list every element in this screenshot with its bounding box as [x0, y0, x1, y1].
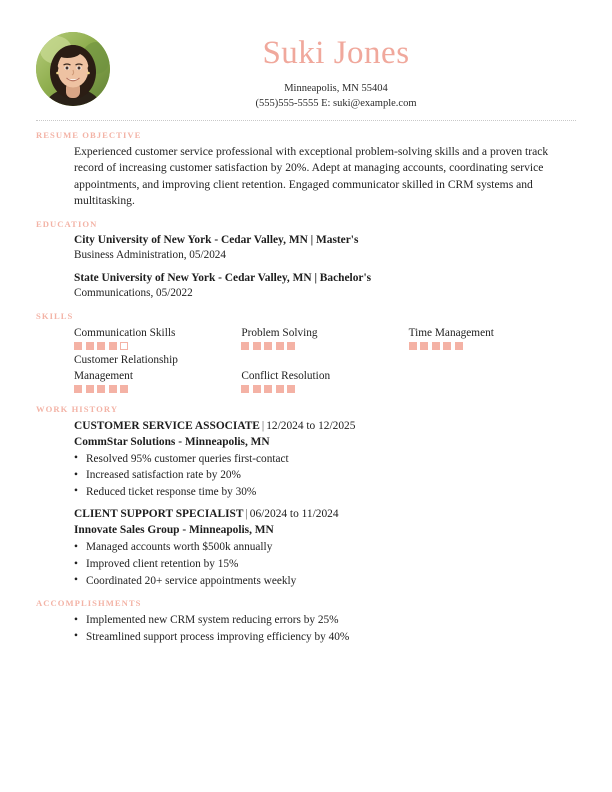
section-resume-objective	[36, 129, 576, 210]
rating-square-filled	[74, 385, 82, 393]
rating-square-filled	[241, 342, 249, 350]
job-bullets	[74, 451, 576, 501]
section-title-resume-objective: RESUME OBJECTIVE	[36, 130, 142, 140]
job-separator: |	[245, 508, 248, 521]
skill-item	[74, 352, 241, 395]
skill-rating	[241, 342, 398, 350]
contact-location: Minneapolis, MN 55404	[284, 83, 388, 94]
section-title-work-history: WORK HISTORY	[36, 403, 119, 414]
rating-square-filled	[264, 385, 272, 393]
job-title: CUSTOMER SERVICE ASSOCIATE	[74, 419, 260, 432]
skill-item-empty	[409, 352, 576, 395]
job-company: Innovate Sales Group - Minneapolis, MN	[74, 524, 274, 537]
education-detail: Business Administration, 05/2024	[74, 249, 226, 262]
skill-item	[241, 352, 408, 395]
education-entry	[74, 271, 576, 302]
job-entry	[74, 418, 576, 501]
education-school: State University of New York - Cedar Valley, MN | Bachelor's	[74, 271, 372, 284]
rating-square-filled	[455, 342, 463, 350]
contact-phone-email: (555)555-5555 E: suki@example.com	[255, 98, 417, 109]
skill-label: Problem Solving	[241, 326, 318, 339]
rating-square-filled	[109, 342, 117, 350]
rating-square-filled	[253, 385, 261, 393]
rating-square-filled	[443, 342, 451, 350]
portrait-photo-icon	[36, 32, 110, 106]
skill-label: Communication Skills	[74, 326, 176, 339]
job-company: CommStar Solutions - Minneapolis, MN	[74, 435, 270, 448]
bullet-item: • Managed accounts worth $500k annually	[74, 539, 576, 556]
section-work-history	[36, 403, 576, 590]
rating-square-filled	[241, 385, 249, 393]
skill-label: Customer Relationship Management	[74, 353, 178, 382]
skill-label-spacer	[241, 352, 398, 368]
avatar-container	[36, 30, 114, 106]
rating-square-filled	[120, 385, 128, 393]
job-title-line	[74, 418, 576, 434]
job-dates: 12/2024 to 12/2025	[266, 419, 356, 432]
rating-square-filled	[287, 342, 295, 350]
rating-square-filled	[432, 342, 440, 350]
rating-square-filled	[253, 342, 261, 350]
bullet-item: • Reduced ticket response time by 30%	[74, 484, 576, 501]
rating-square-filled	[420, 342, 428, 350]
section-title-skills: SKILLS	[36, 310, 74, 321]
section-title-accomplishments: ACCOMPLISHMENTS	[36, 598, 142, 609]
accomplishments-bullets	[74, 612, 576, 645]
section-education	[36, 218, 576, 302]
job-title-line	[74, 506, 576, 522]
bullet-item: • Improved client retention by 15%	[74, 556, 576, 573]
skills-grid	[74, 325, 576, 395]
education-entry	[74, 233, 576, 264]
avatar	[36, 32, 110, 106]
education-detail: Communications, 05/2022	[74, 287, 193, 300]
resume-header	[36, 0, 576, 112]
rating-square-filled	[287, 385, 295, 393]
bullet-item: • Increased satisfaction rate by 20%	[74, 467, 576, 484]
rating-square-empty	[120, 342, 128, 350]
job-separator: |	[261, 419, 265, 432]
skill-rating	[74, 342, 231, 350]
skill-item	[409, 325, 576, 352]
job-dates: 06/2024 to 11/2024	[249, 508, 339, 521]
rating-square-filled	[86, 342, 94, 350]
rating-square-filled	[97, 342, 105, 350]
rating-square-filled	[97, 385, 105, 393]
rating-square-filled	[276, 385, 284, 393]
skill-rating	[241, 385, 398, 393]
rating-square-filled	[109, 385, 117, 393]
bullet-item: • Resolved 95% customer queries first-contact	[74, 451, 576, 468]
skill-label: Time Management	[408, 326, 494, 339]
rating-square-filled	[276, 342, 284, 350]
bullet-item: • Implemented new CRM system reducing errors by 25%	[74, 612, 576, 629]
rating-square-filled	[86, 385, 94, 393]
section-accomplishments	[36, 597, 576, 645]
skill-item	[74, 325, 241, 352]
rating-square-filled	[74, 342, 82, 350]
header-divider	[36, 120, 576, 121]
job-bullets	[74, 539, 576, 589]
education-school: City University of New York - Cedar Valley, MN | Master's	[74, 233, 359, 246]
rating-square-filled	[409, 342, 417, 350]
rating-square-filled	[264, 342, 272, 350]
section-skills	[36, 310, 576, 395]
page-title: Suki Jones	[262, 35, 410, 71]
job-entry	[74, 506, 576, 589]
skill-item	[241, 325, 408, 352]
skill-label: Conflict Resolution	[241, 369, 331, 382]
objective-text: Experienced customer service professional with exceptional problem-solving skills and a proven track record of increasing customer satisfaction by 20%. Adept at managing accounts, coordinating service appointments, and improving client retention. Engaged communicator skilled in CRM systems and multitasking.	[74, 145, 549, 208]
bullet-item: • Streamlined support process improving efficiency by 40%	[74, 629, 576, 646]
header-text-block	[114, 30, 576, 111]
job-title: CLIENT SUPPORT SPECIALIST	[74, 508, 244, 521]
section-title-education: EDUCATION	[36, 218, 98, 229]
skill-rating	[409, 342, 566, 350]
skill-rating	[74, 385, 231, 393]
bullet-item: • Coordinated 20+ service appointments weekly	[74, 573, 576, 590]
